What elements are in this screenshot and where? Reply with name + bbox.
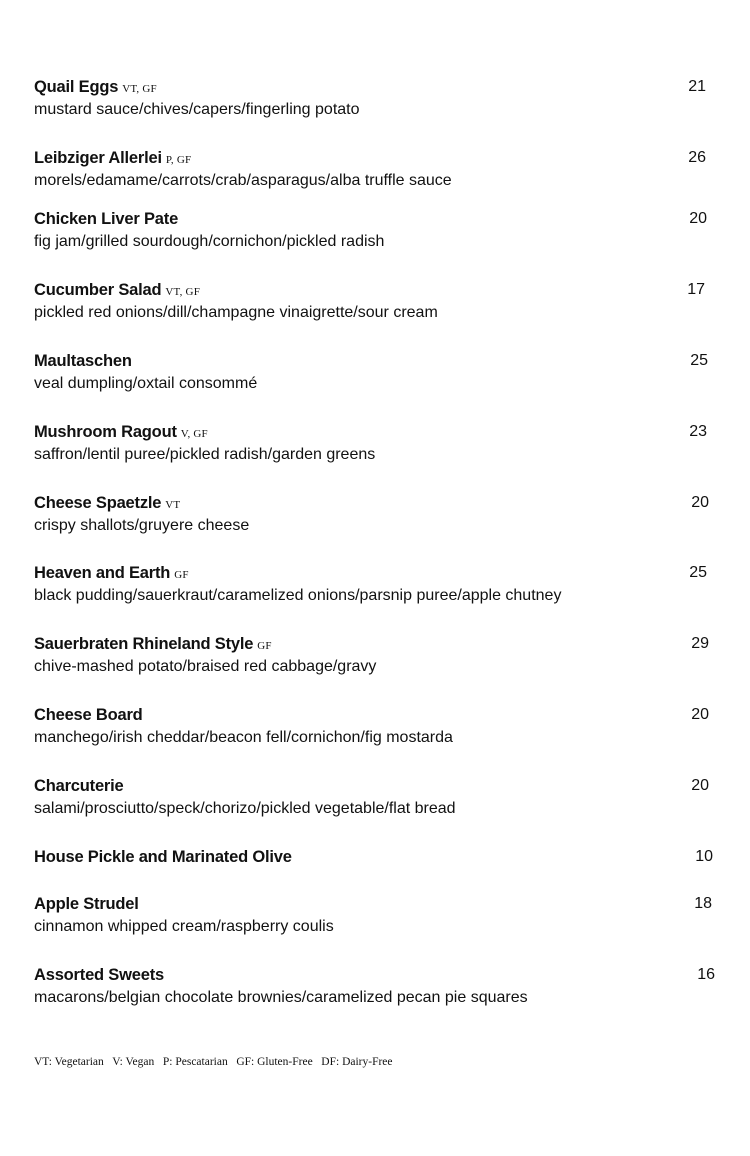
item-title-line xyxy=(34,421,208,443)
item-title-line xyxy=(34,350,136,372)
menu-item xyxy=(34,279,724,327)
item-name: Charcuterie xyxy=(34,777,124,795)
item-price: 26 xyxy=(688,149,706,166)
item-description: macarons/belgian chocolate brownies/caramelized pecan pie squares xyxy=(34,989,528,1006)
item-name: Chicken Liver Pate xyxy=(34,210,179,228)
item-description: chive-mashed potato/braised red cabbage/gravy xyxy=(34,658,377,675)
menu-item xyxy=(34,562,724,610)
item-description: cinnamon whipped cream/raspberry coulis xyxy=(34,918,334,935)
menu-item xyxy=(34,147,724,195)
item-price: 20 xyxy=(691,777,709,794)
item-title-line xyxy=(34,279,200,301)
dietary-tags: V, GF xyxy=(180,428,208,440)
item-price: 25 xyxy=(689,564,707,581)
item-name: Apple Strudel xyxy=(34,895,139,913)
item-title-line xyxy=(34,492,180,514)
item-name: Leibziger Allerlei xyxy=(34,149,162,167)
dietary-tags: P, GF xyxy=(165,154,192,166)
item-name: Quail Eggs xyxy=(34,78,119,96)
menu-item xyxy=(34,964,724,1012)
menu-item xyxy=(34,350,724,398)
item-name: Maultaschen xyxy=(34,352,132,370)
item-name: Heaven and Earth xyxy=(34,564,171,582)
item-price: 16 xyxy=(697,966,715,983)
item-price: 18 xyxy=(694,895,712,912)
item-price: 20 xyxy=(691,706,709,723)
item-description: mustard sauce/chives/capers/fingerling potato xyxy=(34,101,360,118)
menu-item xyxy=(34,633,724,681)
menu-item xyxy=(34,208,724,256)
item-description: pickled red onions/dill/champagne vinaigrette/sour cream xyxy=(34,304,438,321)
item-price: 10 xyxy=(695,848,713,865)
menu-item xyxy=(34,492,724,540)
menu-item xyxy=(34,421,724,469)
menu-item xyxy=(34,76,724,124)
dietary-tags: GF xyxy=(174,569,189,581)
item-name: Cheese Board xyxy=(34,706,143,724)
menu-item xyxy=(34,775,724,823)
menu-item xyxy=(34,893,724,941)
item-title-line xyxy=(34,76,157,98)
item-title-line xyxy=(34,964,168,986)
item-price: 25 xyxy=(690,352,708,369)
item-description: veal dumpling/oxtail consommé xyxy=(34,375,258,392)
item-price: 23 xyxy=(689,423,707,440)
item-price: 21 xyxy=(688,78,706,95)
item-price: 17 xyxy=(687,281,705,298)
dietary-tags: VT xyxy=(165,499,181,511)
item-price: 29 xyxy=(691,635,709,652)
item-name: Cucumber Salad xyxy=(34,281,162,299)
item-price: 20 xyxy=(689,210,707,227)
item-description: saffron/lentil puree/pickled radish/garden greens xyxy=(34,446,376,463)
menu-item xyxy=(34,846,724,894)
item-name: Mushroom Ragout xyxy=(34,423,177,441)
dietary-tags: GF xyxy=(257,640,272,652)
item-name: House Pickle and Marinated Olive xyxy=(34,848,292,866)
dietary-legend: VT: Vegetarian V: Vegan P: Pescatarian GF: Gluten-Free DF: Dairy-Free xyxy=(34,1056,393,1068)
dietary-tags: VT, GF xyxy=(122,83,157,95)
dietary-tags: VT, GF xyxy=(165,286,201,298)
item-title-line xyxy=(34,562,189,584)
item-title-line xyxy=(34,775,128,797)
menu-item xyxy=(34,704,724,752)
item-name: Sauerbraten Rhineland Style xyxy=(34,635,254,653)
item-description: fig jam/grilled sourdough/cornichon/pickled radish xyxy=(34,233,385,250)
item-description: black pudding/sauerkraut/caramelized onions/parsnip puree/apple chutney xyxy=(34,587,562,604)
item-title-line xyxy=(34,846,296,868)
item-description: crispy shallots/gruyere cheese xyxy=(34,517,250,534)
item-title-line xyxy=(34,147,191,169)
item-title-line xyxy=(34,208,182,230)
item-name: Assorted Sweets xyxy=(34,966,164,984)
item-title-line xyxy=(34,704,147,726)
item-description: morels/edamame/carrots/crab/asparagus/alba truffle sauce xyxy=(34,172,452,189)
item-title-line xyxy=(34,893,143,915)
item-description: salami/prosciutto/speck/chorizo/pickled vegetable/flat bread xyxy=(34,800,456,817)
item-description: manchego/irish cheddar/beacon fell/cornichon/fig mostarda xyxy=(34,729,453,746)
item-price: 20 xyxy=(691,494,709,511)
item-name: Cheese Spaetzle xyxy=(34,494,162,512)
item-title-line xyxy=(34,633,272,655)
